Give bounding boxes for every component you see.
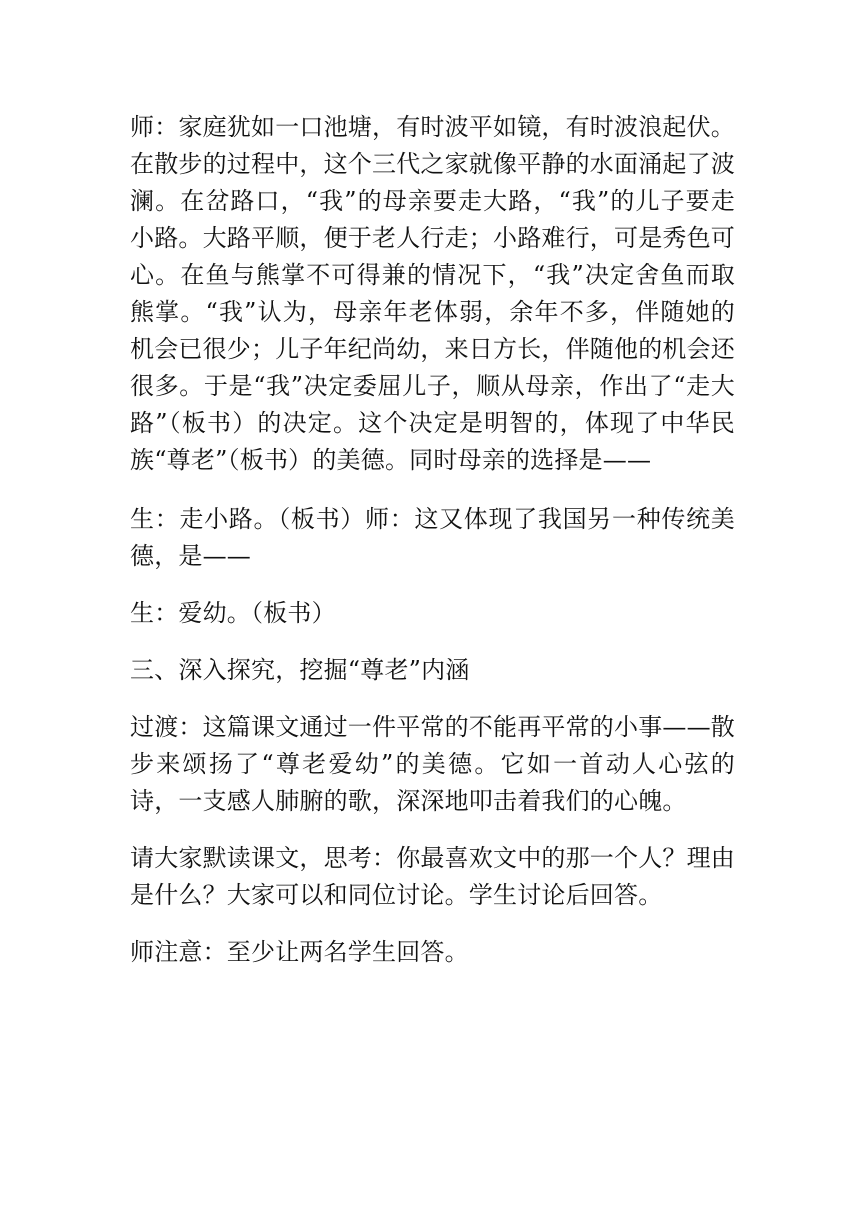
section-heading: 三、深入探究，挖掘“尊老”内涵: [130, 656, 470, 684]
paragraph-student-answer-1: 生：走小路。（板书）师：这又体现了我国另一种传统美德，是——: [130, 505, 735, 570]
document-page: [130, 109, 735, 991]
paragraph-teacher-note: 师注意：至少让两名学生回答。: [130, 938, 469, 966]
paragraph-student-answer-2: 生：爱幼。（板书）: [130, 599, 336, 627]
paragraph-question: 请大家默读课文，思考：你最喜欢文中的那一个人？理由是什么？大家可以和同位讨论。学生讨论后回答。: [130, 844, 735, 909]
paragraph-transition: 过渡：这篇课文通过一件平常的不能再平常的小事——散步来颂扬了“尊老爱幼”的美德。它如一首动人心弦的诗，一支感人肺腑的歌，深深地叩击着我们的心魄。: [130, 713, 735, 815]
paragraph-teacher-intro: 师：家庭犹如一口池塘，有时波平如镜，有时波浪起伏。在散步的过程中，这个三代之家就像平静的水面涌起了波澜。在岔路口，“我”的母亲要走大路，“我”的儿子要走小路。大路平顺，便于老人行走；小路难行，可是秀色可心。在鱼与熊掌不可得兼的情况下，“我”决定舍鱼而取熊掌。“我”认为，母亲年老体弱，余年不多，伴随她的机会已很少；儿子年纪尚幼，来日方长，伴随他的机会还很多。于是“我”决定委屈儿子，顺从母亲，作出了“走大路”（板书）的决定。这个决定是明智的，体现了中华民族“尊老”（板书）的美德。同时母亲的选择是——: [130, 113, 735, 474]
